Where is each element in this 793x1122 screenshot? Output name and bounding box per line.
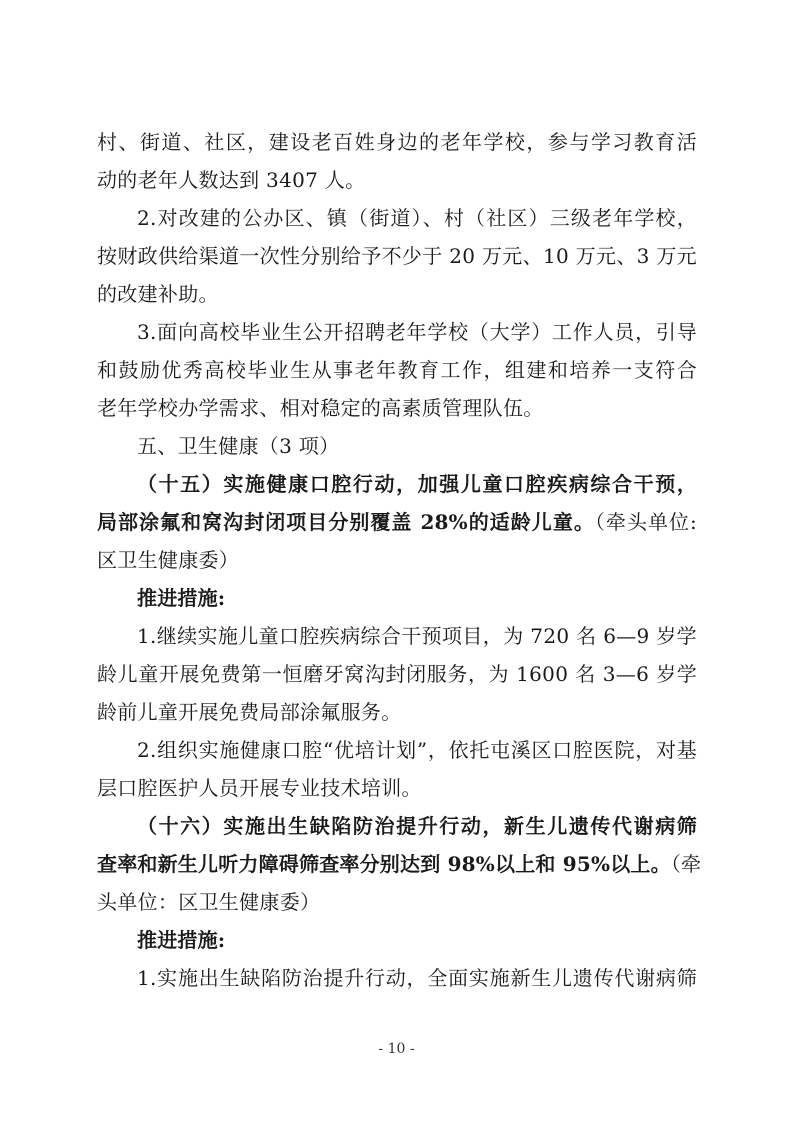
paragraph-line: 层口腔医护人员开展专业技术培训。 [97, 776, 422, 800]
item-heading-line [97, 846, 702, 882]
section-heading: 五、卫生健康（3 项） [137, 434, 340, 458]
page-number: - 10 - [378, 1041, 415, 1057]
paragraph-line: 老年学校办学需求、相对稳定的高素质管理队伍。 [97, 396, 544, 420]
paragraph-line: 和鼓励优秀高校毕业生从事老年教育工作，组建和培养一支符合 [97, 358, 697, 382]
item-heading-text: 局部涂氟和窝沟封闭项目分别覆盖 28%的适龄儿童。 [97, 510, 595, 534]
paragraph-line: 的改建补助。 [97, 282, 219, 306]
paragraph-line: 动的老年人数达到 3407 人。 [97, 168, 366, 192]
paragraph-line: 3.面向高校毕业生公开招聘老年学校（大学）工作人员，引导 [137, 320, 697, 344]
paragraph-line: 龄儿童开展免费第一恒磨牙窝沟封闭服务，为 1600 名 3—6 岁学 [97, 662, 697, 686]
paragraph-line: 2.组织实施健康口腔“优培计划”，依托屯溪区口腔医院，对基 [137, 738, 697, 762]
lead-unit-line: 区卫生健康委） [97, 548, 240, 572]
lead-unit-text: （牵头单位: [594, 510, 697, 534]
measures-heading: 推进措施: [137, 586, 226, 610]
item-heading-line [97, 504, 697, 540]
measures-heading: 推进措施: [137, 928, 226, 952]
item-heading-line: （十五）实施健康口腔行动，加强儿童口腔疾病综合干预， [137, 472, 697, 496]
paragraph-line: 2.对改建的公办区、镇（街道）、村（社区）三级老年学校， [137, 206, 697, 230]
item-heading-line: （十六）实施出生缺陷防治提升行动，新生儿遗传代谢病筛 [137, 814, 697, 838]
lead-unit-line: 头单位：区卫生健康委） [97, 890, 321, 914]
paragraph-line: 1.实施出生缺陷防治提升行动，全面实施新生儿遗传代谢病筛 [137, 966, 697, 990]
paragraph-line: 龄前儿童开展免费局部涂氟服务。 [97, 700, 402, 724]
paragraph-line: 1.继续实施儿童口腔疾病综合干预项目，为 720 名 6—9 岁学 [137, 624, 697, 648]
lead-unit-text: （牵 [670, 852, 702, 876]
paragraph-line: 村、街道、社区，建设老百姓身边的老年学校，参与学习教育活 [97, 130, 697, 154]
item-heading-text: 查率和新生儿听力障碍筛查率分别达到 98%以上和 95%以上。 [97, 852, 671, 876]
paragraph-line: 按财政供给渠道一次性分别给予不少于 20 万元、10 万元、3 万元 [97, 244, 697, 268]
